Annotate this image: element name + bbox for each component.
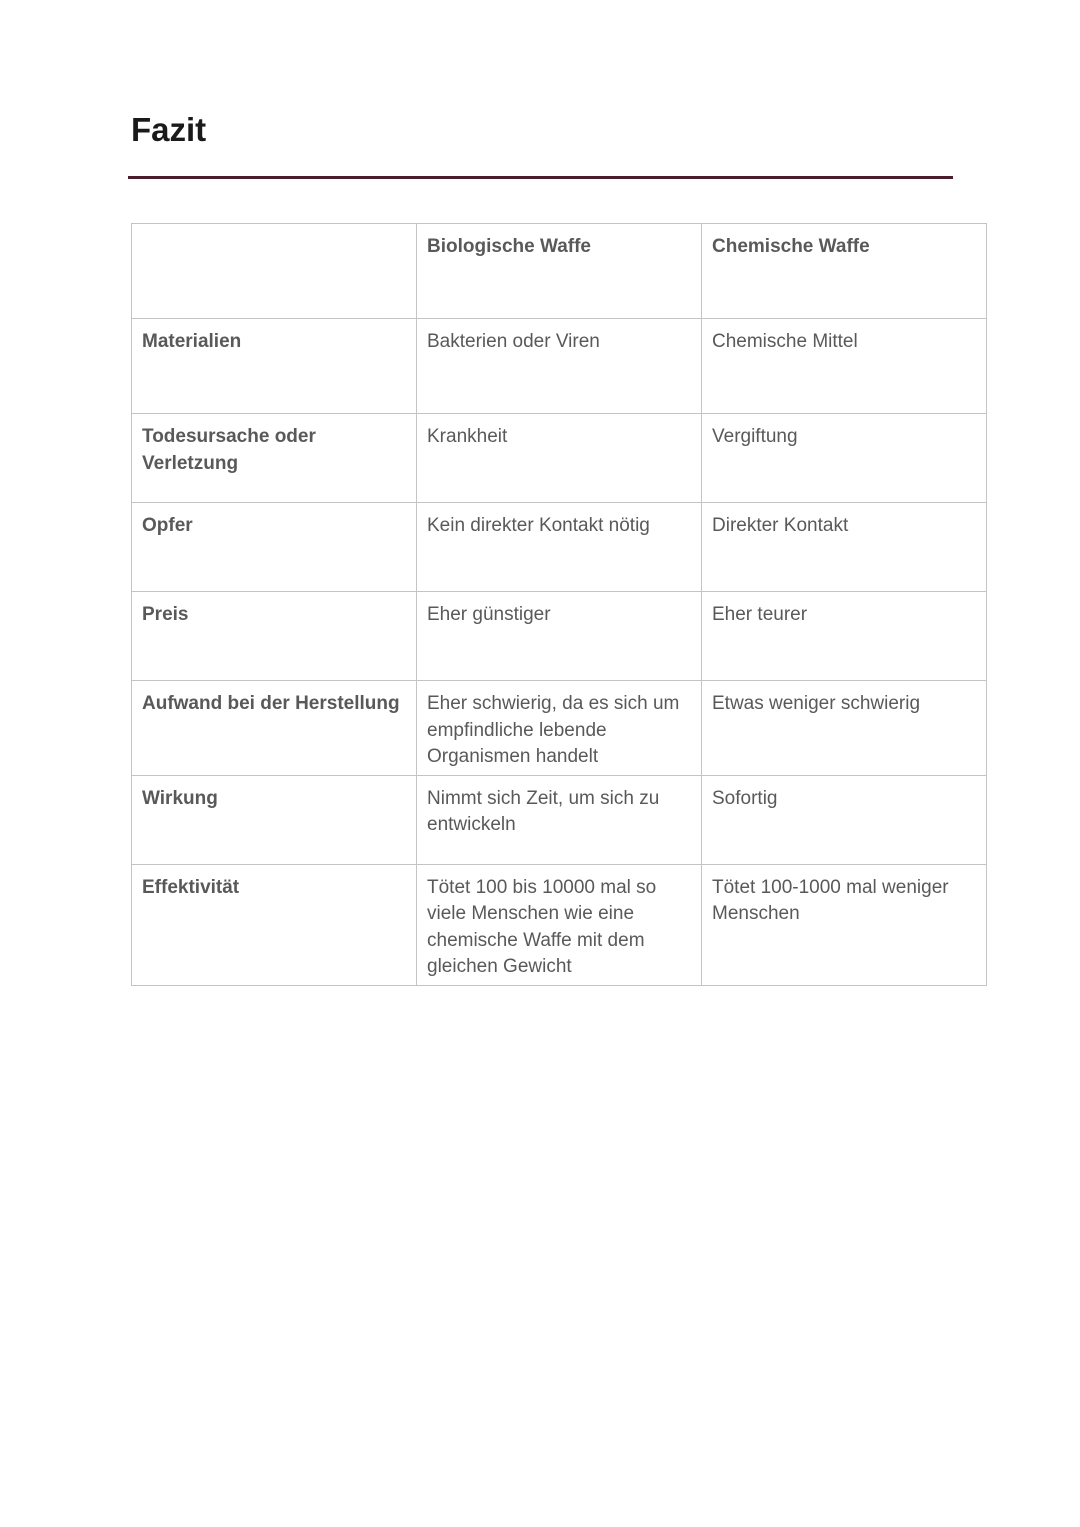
row-label: Wirkung	[132, 775, 417, 864]
biological-cell: Bakterien oder Viren	[417, 319, 702, 414]
row-label: Aufwand bei der Herstellung	[132, 681, 417, 776]
header-cell-biological: Biologische Waffe	[417, 224, 702, 319]
chemical-cell: Direkter Kontakt	[702, 503, 987, 592]
chemical-cell: Etwas weniger schwierig	[702, 681, 987, 776]
table-row	[132, 319, 987, 414]
header-cell-empty	[132, 224, 417, 319]
table-row	[132, 864, 987, 985]
chemical-cell: Tötet 100-1000 mal weniger Menschen	[702, 864, 987, 985]
row-label: Effektivität	[132, 864, 417, 985]
row-label: Todesursache oder Verletzung	[132, 414, 417, 503]
table-header-row	[132, 224, 987, 319]
title-underline	[128, 176, 953, 179]
chemical-cell: Sofortig	[702, 775, 987, 864]
table-row	[132, 681, 987, 776]
row-label: Opfer	[132, 503, 417, 592]
chemical-cell: Chemische Mittel	[702, 319, 987, 414]
chemical-cell: Eher teurer	[702, 592, 987, 681]
header-cell-chemical: Chemische Waffe	[702, 224, 987, 319]
biological-cell: Tötet 100 bis 10000 mal so viele Menschen wie eine chemische Waffe mit dem gleichen Gewicht	[417, 864, 702, 985]
chemical-cell: Vergiftung	[702, 414, 987, 503]
table-row	[132, 775, 987, 864]
biological-cell: Eher günstiger	[417, 592, 702, 681]
row-label: Preis	[132, 592, 417, 681]
page-title: Fazit	[131, 111, 207, 148]
table-row	[132, 592, 987, 681]
table-row	[132, 503, 987, 592]
table-row	[132, 414, 987, 503]
biological-cell: Kein direkter Kontakt nötig	[417, 503, 702, 592]
row-label: Materialien	[132, 319, 417, 414]
biological-cell: Eher schwierig, da es sich um empfindliche lebende Organismen handelt	[417, 681, 702, 776]
biological-cell: Krankheit	[417, 414, 702, 503]
biological-cell: Nimmt sich Zeit, um sich zu entwickeln	[417, 775, 702, 864]
comparison-table	[131, 223, 987, 986]
